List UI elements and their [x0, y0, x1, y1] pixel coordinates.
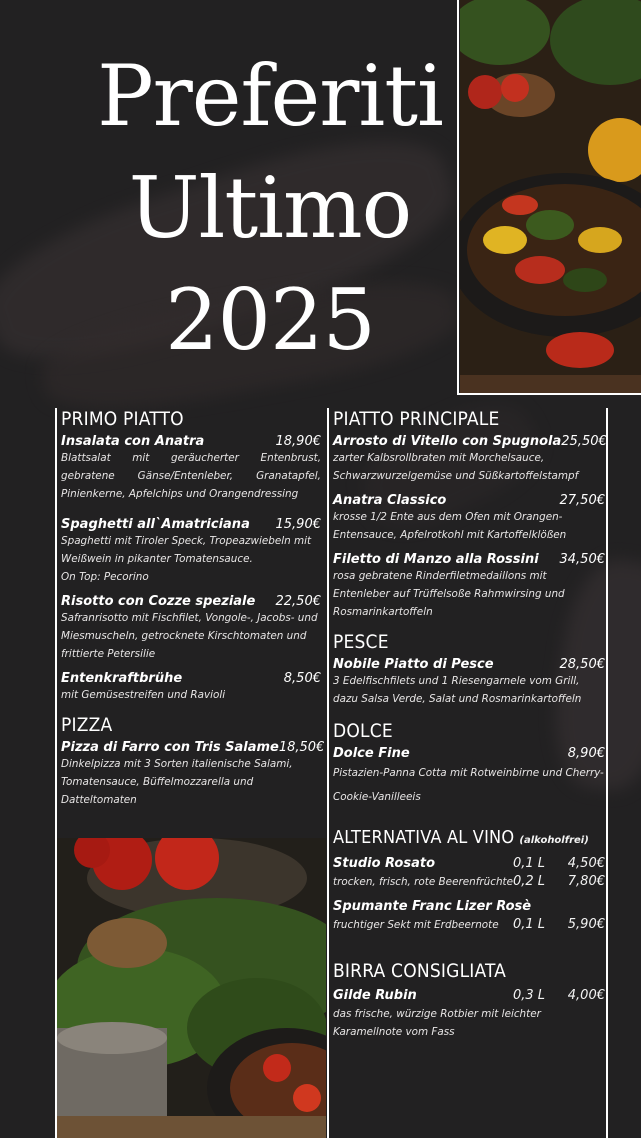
item-description: rosa gebratene Rinderfiletmedaillons mit Entenleber auf Trüffelsoße Rahmwirsing und Rosmarinkartoffeln: [333, 570, 565, 618]
item-price: 8,50€: [283, 671, 321, 686]
frame-line-right: [606, 408, 608, 1138]
menu-item: [333, 746, 605, 809]
item-description: Dinkelpizza mit 3 Sorten italienische Salami, Tomatensauce, Büffelmozzarella und Datteltomaten: [61, 758, 293, 806]
menu-item: [61, 517, 321, 586]
item-price: 25,50€: [561, 434, 607, 449]
item-description-extra: On Top: Pecorino: [61, 571, 149, 583]
item-price: 18,50€: [278, 740, 325, 755]
drink-quantity: 0,1 L: [513, 856, 546, 871]
item-price: 22,50€: [275, 594, 321, 609]
item-name: Pizza di Farro con Tris Salame: [61, 740, 279, 755]
item-price: 34,50€: [559, 552, 605, 567]
drink-item-gilde: [333, 988, 605, 1041]
item-description: das frische, würzige Rotbier mit leichter Karamellnote vom Fass: [333, 1008, 541, 1038]
tomatoes-herbs-photo: [57, 838, 326, 1138]
item-price: 27,50€: [559, 493, 605, 508]
menu-item: [61, 740, 325, 809]
item-name: Gilde Rubin: [333, 988, 417, 1003]
menu-item: [61, 594, 321, 663]
item-name: Arrosto di Vitello con Spugnola: [333, 434, 562, 449]
drink-quantity: 0,3 L: [513, 988, 546, 1003]
menu-item: [61, 434, 321, 503]
section-heading-birra: BIRRA CONSIGLIATA: [333, 960, 506, 982]
item-name: Insalata con Anatra: [61, 434, 205, 449]
item-description: zarter Kalbsrollbraten mit Morchelsauce, Schwarzwurzelgemüse und Süßkartoffelstampf: [333, 452, 579, 482]
item-description: krosse 1/2 Ente aus dem Ofen mit Orangen-Entensauce, Apfelrotkohl mit Kartoffelklößen: [333, 511, 567, 541]
drink-price: 4,00€: [567, 988, 605, 1003]
item-price: 8,90€: [567, 746, 605, 761]
section-heading-alternativa: [333, 827, 605, 848]
drink-quantity: 0,1 L: [513, 917, 546, 932]
frame-line-horizontal: [457, 393, 641, 395]
section-heading-principale: PIATTO PRINCIPALE: [333, 408, 500, 430]
menu-title: [75, 40, 465, 376]
vegetable-skillet-photo: [460, 0, 641, 393]
item-description: 3 Edelfischfilets und 1 Riesengarnele vom Grill, dazu Salsa Verde, Salat und Rosmarinkartoffeln: [333, 675, 582, 705]
menu-item: [333, 552, 605, 621]
frame-line-left: [55, 408, 57, 1138]
item-name: Spaghetti all`Amatriciana: [61, 517, 250, 532]
drink-price: 7,80€: [567, 874, 605, 889]
title-line-1: Preferiti: [97, 47, 443, 145]
item-name: Anatra Classico: [333, 493, 447, 508]
item-description: Pistazien-Panna Cotta mit Rotweinbirne und Cherry-Cookie-Vanilleeis: [333, 767, 604, 803]
drink-item-studio: [333, 856, 605, 891]
frame-line-middle: [327, 408, 329, 1138]
title-line-2: Ultimo: [128, 159, 412, 257]
item-price: 15,90€: [275, 517, 321, 532]
item-price: 18,90€: [275, 434, 321, 449]
item-name: Entenkraftbrühe: [61, 671, 183, 686]
item-description: trocken, frisch, rote Beerenfrüchte: [333, 876, 513, 888]
item-name: Spumante Franc Lizer Rosè: [333, 899, 532, 914]
item-price: 28,50€: [559, 657, 605, 672]
menu-item: [61, 671, 321, 704]
item-name: Filetto di Manzo alla Rossini: [333, 552, 539, 567]
item-name: Risotto con Cozze speziale: [61, 594, 256, 609]
drink-item-spumante: [333, 899, 605, 934]
alternativa-subheading: (alkoholfrei): [519, 835, 589, 846]
section-heading-pesce: PESCE: [333, 631, 389, 653]
item-description: Spaghetti mit Tiroler Speck, Tropeazwiebeln mit Weißwein in pikanter Tomatensauce.: [61, 535, 312, 565]
item-name: Dolce Fine: [333, 746, 410, 761]
section-heading-primo: PRIMO PIATTO: [61, 408, 184, 430]
drink-price: 4,50€: [567, 856, 605, 871]
item-description: Safranrisotto mit Fischfilet, Vongole-, Jacobs- und Miesmuscheln, getrocknete Kirschtomaten und frittierte Petersilie: [61, 612, 318, 660]
item-description: mit Gemüsestreifen und Ravioli: [61, 689, 226, 701]
left-column: [61, 408, 325, 809]
item-name: Nobile Piatto di Pesce: [333, 657, 494, 672]
drink-price: 5,90€: [567, 917, 605, 932]
drink-quantity: 0,2 L: [513, 874, 546, 889]
menu-item: [333, 434, 605, 485]
section-heading-pizza: PIZZA: [61, 714, 113, 736]
section-heading-dolce: DOLCE: [333, 720, 393, 742]
title-line-3: 2025: [165, 271, 375, 369]
item-description: Blattsalat mit geräucherter Entenbrust, gebratene Gänse/Entenleber, Granatapfel, Pinienkerne, Apfelchips und Orangendressing: [61, 452, 321, 500]
item-description: fruchtiger Sekt mit Erdbeernote: [333, 919, 499, 931]
menu-item: [333, 493, 605, 544]
item-name: Studio Rosato: [333, 856, 436, 871]
alternativa-heading: ALTERNATIVA AL VINO: [333, 827, 515, 848]
menu-item: [333, 657, 605, 708]
right-column: [333, 408, 605, 1041]
